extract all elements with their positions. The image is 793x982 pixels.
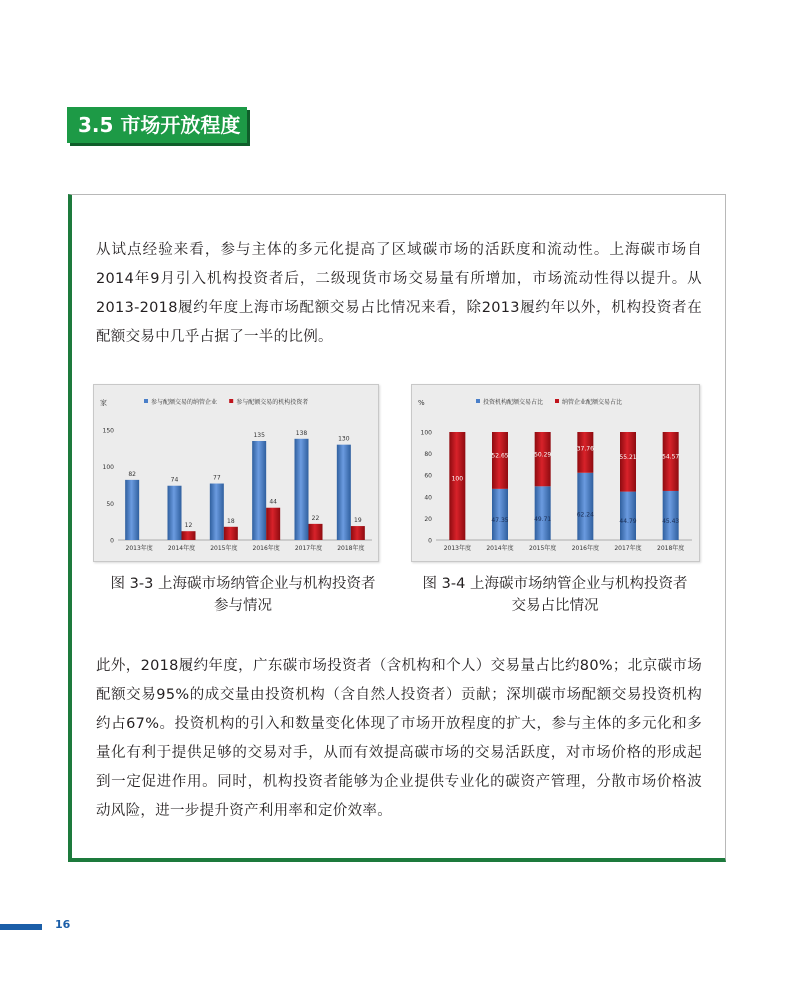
chart1-bar bbox=[168, 486, 182, 540]
chart2-bar bbox=[492, 432, 508, 489]
chart2-ytick-label: 60 bbox=[424, 472, 432, 480]
chart-share bbox=[411, 384, 700, 562]
chart2-bar bbox=[620, 492, 636, 540]
figure-caption-3-3-line2: 参与情况 bbox=[214, 598, 272, 614]
chart2-data-label: 54.57 bbox=[662, 453, 680, 461]
chart2-bar bbox=[577, 473, 593, 540]
figure-caption-3-4-line1: 图 3-4 上海碳市场纳管企业与机构投资者 bbox=[422, 576, 688, 592]
chart2-data-label: 100 bbox=[451, 475, 464, 483]
chart1-data-label: 44 bbox=[269, 498, 277, 506]
chart2-bar bbox=[577, 432, 593, 473]
chart2-data-label: 37.76 bbox=[576, 445, 594, 453]
chart2-data-label: 52.65 bbox=[491, 452, 509, 460]
chart2-xtick-label: 2016年度 bbox=[571, 545, 599, 552]
chart2-data-label: 50.29 bbox=[534, 451, 552, 459]
chart1-ytick-label: 100 bbox=[102, 464, 114, 472]
chart1-xtick-label: 2014年度 bbox=[167, 545, 196, 552]
chart2-data-label: 62.24 bbox=[576, 511, 594, 519]
chart1-legend-swatch-0 bbox=[144, 399, 148, 403]
page-number: 16 bbox=[55, 918, 71, 931]
chart1-data-label: 22 bbox=[311, 514, 320, 522]
section-title: 3.5 市场开放程度 bbox=[67, 107, 247, 143]
chart1-bar bbox=[252, 441, 266, 540]
chart2-bar bbox=[620, 432, 636, 492]
chart2-bar bbox=[663, 491, 679, 540]
chart1-bar bbox=[224, 527, 238, 540]
chart2-ylabel: % bbox=[418, 399, 425, 407]
figure-caption-3-3 bbox=[93, 573, 393, 617]
chart1-ylabel: 家 bbox=[100, 399, 107, 407]
figure-caption-3-4-line2: 交易占比情况 bbox=[511, 598, 599, 614]
chart2-ytick-label: 80 bbox=[424, 451, 432, 459]
chart1-xtick-label: 2015年度 bbox=[210, 545, 238, 552]
chart1-ytick-label: 50 bbox=[106, 500, 114, 508]
chart2-ytick-label: 20 bbox=[424, 515, 432, 523]
chart2-xtick-label: 2014年度 bbox=[486, 545, 514, 552]
chart1-data-label: 138 bbox=[295, 429, 308, 437]
chart1-bar bbox=[337, 445, 351, 540]
figure-caption-3-3-line1: 图 3-3 上海碳市场纳管企业与机构投资者 bbox=[110, 576, 376, 592]
chart2-legend-label-0: 投资机构配额交易占比 bbox=[483, 399, 544, 406]
figure-caption-3-4 bbox=[405, 573, 705, 617]
chart2-bar bbox=[449, 432, 465, 540]
chart1-bar bbox=[351, 526, 365, 540]
chart1-xtick-label: 2013年度 bbox=[125, 545, 153, 552]
chart2-xtick-label: 2015年度 bbox=[529, 545, 557, 552]
chart1-bar bbox=[125, 480, 139, 540]
chart1-data-label: 82 bbox=[128, 470, 136, 478]
chart1-data-label: 135 bbox=[253, 432, 265, 439]
chart2-ytick-label: 0 bbox=[428, 537, 432, 545]
chart2-xtick-label: 2018年度 bbox=[657, 545, 685, 552]
chart2-data-label: 44.79 bbox=[619, 518, 637, 526]
page-number-bar bbox=[0, 924, 42, 930]
chart2-xtick-label: 2013年度 bbox=[443, 545, 471, 552]
chart1-data-label: 74 bbox=[170, 476, 179, 484]
chart1-data-label: 12 bbox=[184, 522, 193, 530]
chart1-bar bbox=[210, 484, 224, 540]
chart-share-svg bbox=[412, 385, 701, 563]
chart1-data-label: 130 bbox=[338, 435, 350, 443]
chart1-data-label: 77 bbox=[213, 474, 221, 482]
chart1-ytick-label: 150 bbox=[102, 427, 114, 435]
chart1-legend-label-0: 参与配额交易的纳管企业 bbox=[151, 399, 218, 406]
chart2-ytick-label: 40 bbox=[424, 494, 432, 502]
chart1-legend-label-1: 参与配额交易的机构投资者 bbox=[236, 399, 309, 406]
chart-participants-svg bbox=[94, 385, 380, 563]
chart1-data-label: 19 bbox=[354, 517, 362, 525]
chart-participants bbox=[93, 384, 379, 562]
chart2-ytick-label: 100 bbox=[420, 429, 432, 437]
chart2-bar bbox=[663, 432, 679, 491]
chart1-bar bbox=[182, 531, 196, 540]
chart2-legend-swatch-0 bbox=[476, 399, 480, 403]
chart1-xtick-label: 2016年度 bbox=[252, 545, 280, 552]
chart1-xtick-label: 2017年度 bbox=[294, 545, 323, 552]
chart1-data-label: 18 bbox=[227, 517, 235, 525]
chart1-ytick-label: 0 bbox=[110, 537, 114, 545]
chart2-data-label: 47.35 bbox=[491, 517, 509, 525]
chart2-data-label: 45.43 bbox=[662, 517, 680, 525]
chart1-bar bbox=[309, 524, 323, 540]
chart1-bar bbox=[266, 508, 280, 540]
chart2-legend-swatch-1 bbox=[555, 399, 559, 403]
chart2-bar bbox=[492, 489, 508, 540]
chart2-data-label: 49.71 bbox=[534, 516, 552, 524]
chart1-bar bbox=[295, 439, 309, 540]
chart1-xtick-label: 2018年度 bbox=[337, 545, 365, 552]
chart2-legend-label-1: 纳管企业配额交易占比 bbox=[562, 399, 623, 406]
chart1-legend-swatch-1 bbox=[229, 399, 233, 403]
chart2-bar bbox=[535, 432, 551, 486]
chart2-xtick-label: 2017年度 bbox=[614, 545, 642, 552]
analysis-paragraph: 此外，2018履约年度，广东碳市场投资者（含机构和个人）交易量占比约80%；北京碳市场配额交易95%的成交量由投资机构（含自然人投资者）贡献；深圳碳市场配额交易投资机构约占67%。投资机构的引入和数量变化体现了市场开放程度的扩大，参与主体的多元化和多量化有利于提供足够的交易对手，从而有效提高碳市场的交易活跃度，对市场价格的形成起到一定促进作用。同时，机构投资者能够为企业提供专业化的碳资产管理，分散市场价格波动风险，进一步提升资产利用率和定价效率。 bbox=[96, 658, 702, 819]
chart2-bar bbox=[535, 486, 551, 540]
chart2-data-label: 55.21 bbox=[619, 453, 637, 461]
intro-paragraph: 从试点经验来看，参与主体的多元化提高了区域碳市场的活跃度和流动性。上海碳市场自2014年9月引入机构投资者后，二级现货市场交易量有所增加，市场流动性得以提升。从2013-2018履约年度上海市场配额交易占比情况来看，除2013履约年以外，机构投资者在配额交易中几乎占据了一半的比例。 bbox=[96, 242, 702, 345]
